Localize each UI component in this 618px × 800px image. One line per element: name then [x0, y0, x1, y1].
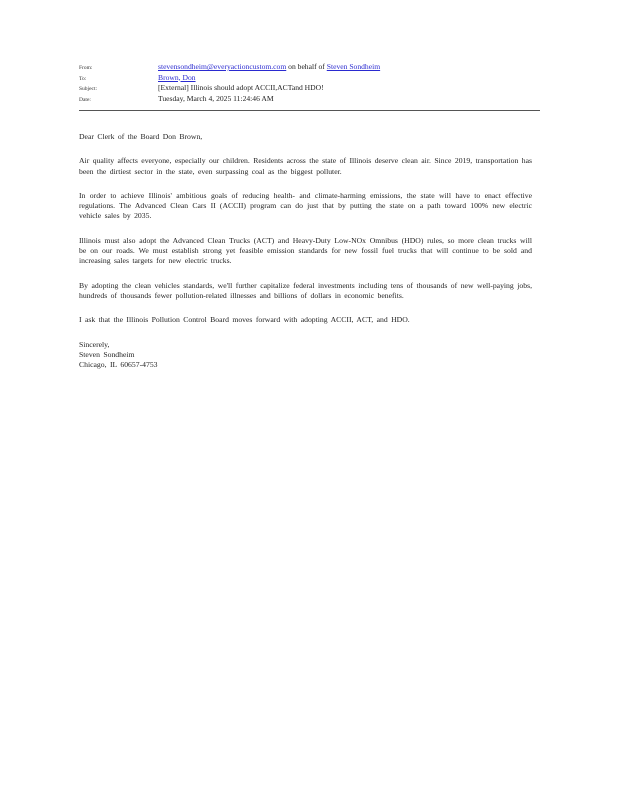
salutation: Dear Clerk of the Board Don Brown, — [79, 132, 203, 141]
from-email-link[interactable]: stevensondheim@everyactioncustom.com — [158, 62, 287, 71]
signature-block — [79, 340, 532, 371]
from-row — [79, 62, 539, 73]
to-row — [79, 73, 539, 84]
from-label: From: — [79, 65, 93, 71]
subject-label: Subject: — [79, 86, 98, 92]
to-label: To: — [79, 75, 87, 82]
subject-row — [79, 83, 539, 94]
subject-value: [External] Illinois should adopt ACCII,ACTand HDO! — [158, 83, 324, 92]
date-value: Tuesday, March 4, 2025 11:24:46 AM — [158, 93, 274, 103]
paragraph-4: By adopting the clean vehicles standards, we'll further capitalize federal investments including tens of thousands of new well-paying jobs, hundreds of thousands fewer pollution-related illnesses and billions of dollars in economic benefits. — [79, 280, 532, 300]
paragraph-5: I ask that the Illinois Pollution Control Board moves forward with adopting ACCII, ACT, and HDO. — [79, 315, 410, 325]
date-label: Date: — [79, 96, 91, 103]
paragraph-2: In order to achieve Illinois' ambitious goals of reducing health- and climate-harming emissions, the state will have to enact effective regulations. The Advanced Clean Cars II (ACCII) program can do just that by putting the state on a path toward 100% new electric vehicle sales by 2035. — [79, 190, 532, 221]
email-body — [79, 132, 532, 370]
signer-location: Chicago, IL 60657-4753 — [79, 360, 158, 370]
email-header — [79, 62, 539, 104]
paragraph-1: Air quality affects everyone, especially our children. Residents across the state of Illinois deserve clean air. Since 2019, transportation has been the dirtiest sector in the state, even surpassing coal as the biggest polluter. — [79, 156, 532, 176]
signer-name: Steven Sondheim — [79, 349, 135, 359]
from-behalf-text: on behalf of — [286, 62, 327, 71]
to-value-link[interactable]: Brown, Don — [158, 72, 196, 82]
closing: Sincerely, — [79, 339, 110, 349]
from-value — [158, 62, 380, 71]
paragraph-3: Illinois must also adopt the Advanced Clean Trucks (ACT) and Heavy-Duty Low-NOx Omnibus (HDO) rules, so more clean trucks will be on our roads. We must establish strong yet feasible emission standards for new fossil fuel trucks that will continue to be sold and increasing sales targets for new electric trucks. — [79, 235, 532, 266]
from-name-link[interactable]: Steven Sondheim — [326, 62, 381, 71]
date-row — [79, 94, 539, 105]
header-divider — [79, 110, 540, 111]
